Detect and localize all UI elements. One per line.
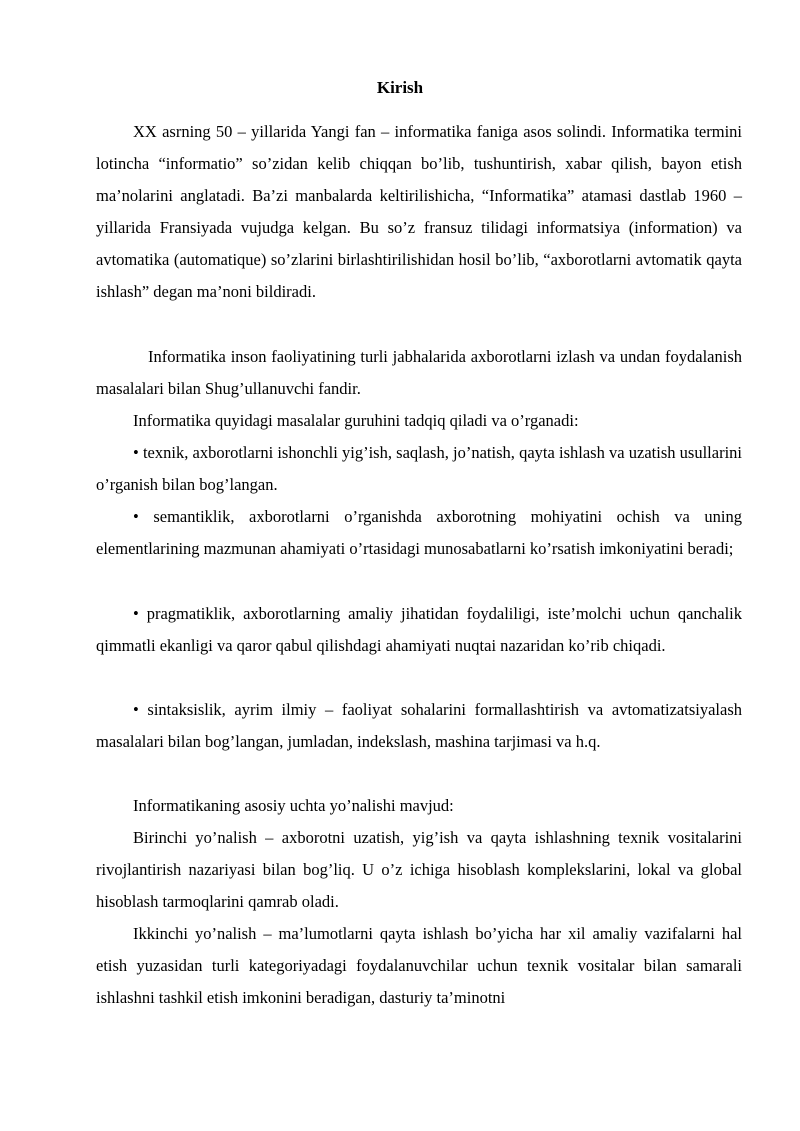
intro-paragraph: XX asrning 50 – yillarida Yangi fan – informatika faniga asos solindi. Informatika termini lotincha “informatio” so’zidan kelib chiqqan bo’lib, tushuntirish, xabar qilish, bayon etish ma’nolarini anglatadi. Ba’zi manbalarda keltirilishicha, “Informatika” atamasi dastlab 1960 – yillarida Fransiyada vujudga kelgan. Bu so’z fransuz tilidagi informatsiya (information) va avtomatika (automatique) so’zlarini birlashtirilishidan hosil bo’lib, “axborotlarni avtomatik qayta ishlash” degan ma’noni bildiradi. <box>96 122 742 302</box>
bullet-text: sintaksislik, ayrim ilmiy – faoliyat sohalarini formallashtirish va avtomatizatsiyalash masalalari bilan bog’langan, jumladan, indekslash, mashina tarjimasi va h.q. <box>96 700 742 752</box>
bullet-text: semantiklik, axborotlarni o’rganishda axborotning mohiyatini ochish va uning elementlarining mazmunan ahamiyati o’rtasidagi munosabatlarni ko’rsatish imkoniyatini beradi; <box>96 507 742 559</box>
bullet-icon: • <box>133 507 139 526</box>
first-direction-paragraph: Birinchi yo’nalish – axborotni uzatish, yig’ish va qayta ishlashning texnik vositalarini rivojlantirish nazariyasi bilan bog’liq. U o’z ichiga hisoblash komplekslarini, lokal va global hisoblash tarmoqlarini qamrab oladi. <box>96 828 742 912</box>
definition-paragraph: Informatika inson faoliyatining turli jabhalarida axborotlarni izlash va undan foydalanish masalalari bilan Shug’ullanuvchi fandir. <box>96 347 742 399</box>
bullet-text: pragmatiklik, axborotlarning amaliy jihatidan foydaliligi, iste’molchi uchun qanchalik qimmatli ekanligi va qaror qabul qilishdagi ahamiyati nuqtai nazaridan ko’rib chiqadi. <box>96 604 742 656</box>
bullet-icon: • <box>133 443 139 462</box>
directions-intro-paragraph: Informatikaning asosiy uchta yo’nalishi mavjud: <box>133 796 454 815</box>
bullet-icon: • <box>133 604 139 623</box>
bullet-item-syntactic <box>96 694 742 758</box>
page-title: Kirish <box>376 78 424 97</box>
bullet-item-pragmatic <box>96 598 742 662</box>
tasks-intro-paragraph: Informatika quyidagi masalalar guruhini tadqiq qiladi va o’rganadi: <box>133 411 579 430</box>
bullet-text: texnik, axborotlarni ishonchli yig’ish, saqlash, jo’natish, qayta ishlash va uzatish usullarini o’rganish bilan bog’langan. <box>96 443 743 495</box>
bullet-item-technical <box>96 437 742 501</box>
bullet-icon: • <box>133 700 139 719</box>
bullet-item-semantic <box>96 501 742 565</box>
second-direction-paragraph: Ikkinchi yo’nalish – ma’lumotlarni qayta ishlash bo’yicha har xil amaliy vazifalarni hal etish yuzasidan turli kategoriyadagi foydalanuvchilar uchun texnik vositalar bilan samarali ishlashni tashkil etish imkonini beradigan, dasturiy ta’minotni <box>96 924 742 1008</box>
